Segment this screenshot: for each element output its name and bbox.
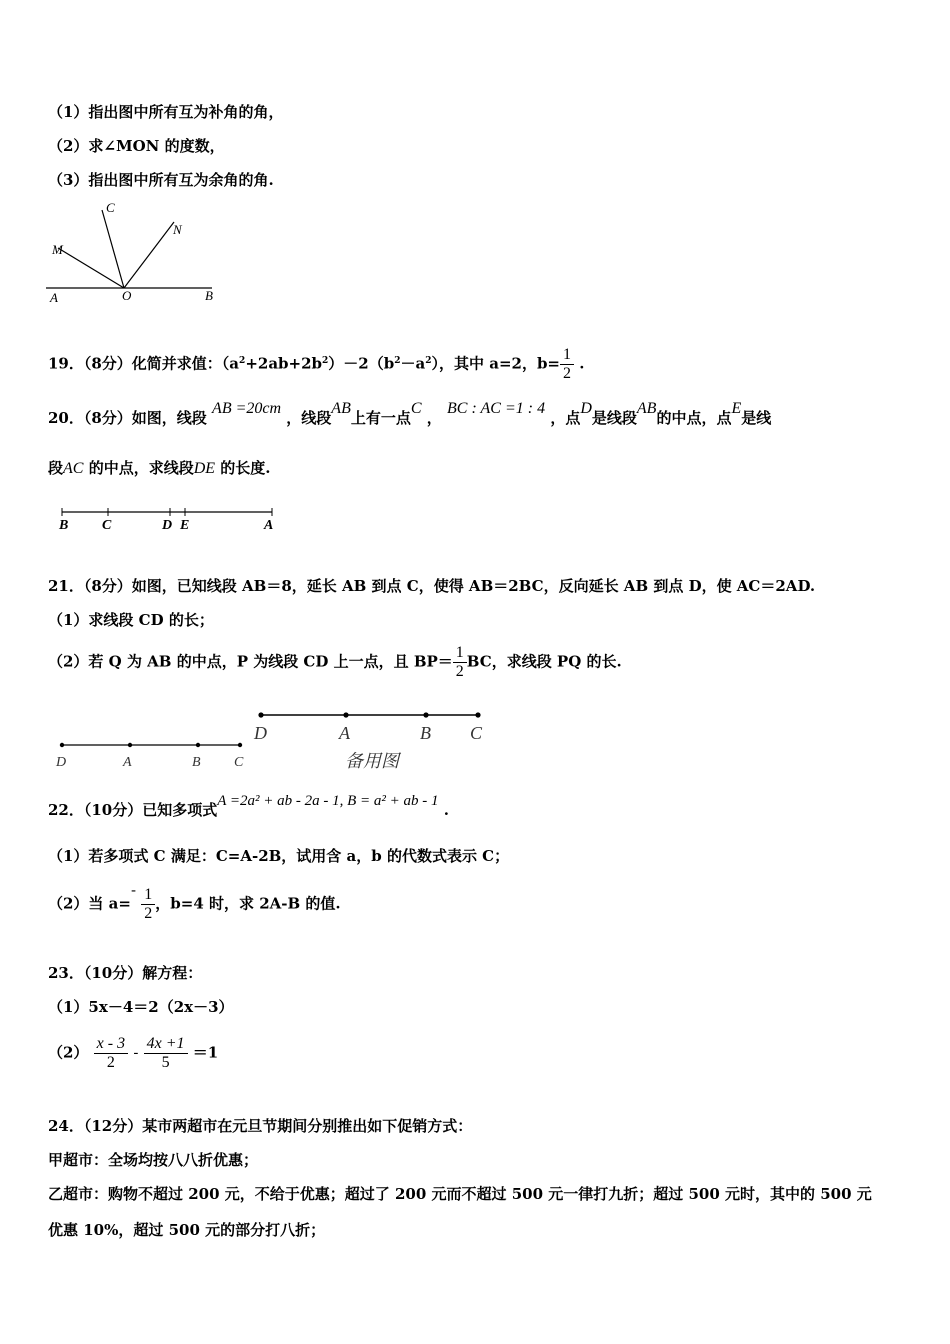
q18-part3: （3）指出图中所有互为余角的角.: [48, 171, 274, 189]
q19-prefix: 19．（8分）化简并求值：（a: [48, 354, 240, 373]
q20-text7: 的中点，点: [656, 409, 732, 427]
q23-fraction1: $\frac{x - 3}{2}$: [94, 1035, 128, 1072]
point-D-backup: [258, 712, 263, 717]
label-N: N: [173, 222, 182, 237]
q18-part2: （2）求∠MON 的度数，: [48, 137, 225, 155]
q24-yi-line2: 优惠 10%，超过 500 元的部分打八折；: [48, 1221, 326, 1239]
q20-label-D: D: [162, 518, 173, 533]
point-D: [60, 743, 64, 747]
point-B-backup: [423, 712, 428, 717]
q23-part2-label: （2）: [48, 1043, 89, 1062]
q20-math-ab: AB: [331, 400, 351, 417]
q24-title: 24．（12分）某市两超市在元旦节期间分别推出如下促销方式：: [48, 1117, 473, 1135]
q20-label-B: B: [59, 518, 69, 533]
q20-math-ac: AC: [63, 460, 84, 477]
q23-minus: -: [133, 1043, 139, 1062]
ray-ON: [124, 222, 174, 288]
q19-line: [48, 346, 584, 383]
q19-mid2: ）－2（b: [328, 354, 395, 373]
point-C-backup: [475, 712, 480, 717]
label-M: M: [52, 242, 63, 257]
q20-text1: 20．（8分）如图，线段: [48, 409, 207, 427]
q22-end: .: [443, 801, 449, 819]
q21-backup-caption: 备用图: [345, 751, 399, 772]
q22-text1: 22．（10分）已知多项式: [48, 801, 218, 819]
q20-math-e: E: [731, 400, 742, 417]
q23-fraction2: $\frac{4x +1}{5}$: [144, 1035, 188, 1072]
q20-text3: 上有一点: [350, 409, 411, 427]
q21-part2-b: BC，求线段 PQ 的长.: [466, 652, 622, 671]
q20-l2-text1: 段: [48, 459, 64, 477]
q21-fig1-label-A: A: [123, 755, 132, 770]
label-A: A: [50, 290, 58, 305]
q22-polynomials: A =2a² + ab - 2a - 1, B = a² + ab - 1: [217, 793, 439, 809]
q22-part2-a: （2）当 a=: [48, 894, 131, 913]
q21-part1: （1）求线段 CD 的长；: [48, 611, 214, 629]
q20-text8: 是线: [741, 409, 772, 427]
q22-neg-sign: -: [130, 880, 137, 899]
q20-l2-text3: 的长度.: [220, 459, 271, 477]
label-C: C: [106, 200, 115, 215]
q21-fig2-label-A: A: [339, 723, 350, 743]
q21-part2-a: （2）若 Q 为 AB 的中点，P 为线段 CD 上一点，且 BP＝: [48, 652, 453, 671]
q20-math-c: C: [410, 400, 422, 417]
q22-fraction: $\frac{1}{2}$: [141, 886, 155, 923]
q19-sup2: 2: [322, 355, 329, 366]
q22-part1: （1）若多项式 C 满足：C=A-2B，试用含 a，b 的代数式表示 C；: [48, 847, 510, 865]
q20-text2: ，线段: [286, 409, 332, 427]
q21-fig2-label-C: C: [470, 723, 483, 743]
q22-part2-b: ，b=4 时，求 2A-B 的值.: [155, 894, 341, 913]
q22-part2: [48, 880, 341, 923]
q21-fig2-label-B: B: [420, 723, 431, 743]
q23-part1: （1）5x－4＝2（2x－3）: [48, 998, 234, 1016]
q21-fig1-label-B: B: [192, 755, 201, 770]
point-A-backup: [343, 712, 348, 717]
q19-sup1: 2: [239, 355, 246, 366]
q20-line2: [48, 458, 271, 479]
q23-equals-one: ＝1: [192, 1043, 219, 1062]
point-A: [128, 743, 132, 747]
point-C: [238, 743, 242, 747]
q19-sup3: 2: [394, 355, 401, 366]
q20-math-ratio: BC : AC =1 : 4: [447, 400, 546, 417]
label-O: O: [122, 288, 132, 303]
q19-mid3: －a: [400, 354, 426, 373]
q21-part2: [48, 644, 622, 681]
q21-fig1-label-C: C: [234, 755, 244, 770]
q20-text4: ，: [426, 409, 442, 427]
q20-segment-figure: [52, 503, 282, 535]
q19-mid4: ），其中 a=2，b=: [431, 354, 561, 373]
q20-text6: 是线段: [591, 409, 637, 427]
q21-fraction: $\frac{1}{2}$: [453, 644, 467, 681]
point-B: [196, 743, 200, 747]
q24-jia: 甲超市：全场均按八八折优惠；: [48, 1151, 259, 1169]
q21-fig2-label-D: D: [254, 723, 267, 743]
q20-l2-text2: 的中点，求线段: [88, 459, 194, 477]
q19-mid1: +2ab+2b: [245, 354, 323, 373]
q20-label-A: A: [264, 518, 274, 533]
q21-figure-backup: [248, 706, 498, 774]
label-B: B: [205, 288, 213, 303]
q18-angle-figure: [40, 196, 230, 308]
q20-math-ab20: AB =20cm: [212, 400, 282, 417]
q24-yi-line1: 乙超市：购物不超过 200 元，不给于优惠；超过了 200 元而不超过 500 元一律打九折；超过 500 元时，其中的 500 元: [48, 1185, 872, 1203]
q19-fraction: $\frac{1}{2}$: [560, 346, 574, 383]
q21-figure-main: [50, 736, 250, 772]
q23-title: 23．（10分）解方程：: [48, 964, 203, 982]
q22-line1: [48, 793, 449, 821]
q19-sup4: 2: [425, 355, 432, 366]
q20-math-d: D: [580, 400, 592, 417]
q23-part2: [48, 1035, 218, 1072]
q21-line1: 21．（8分）如图，已知线段 AB＝8，延长 AB 到点 C，使得 AB＝2BC，反向延长 AB 到点 D，使 AC＝2AD.: [48, 577, 816, 595]
q20-text5: ，点: [550, 409, 581, 427]
q18-part1: （1）指出图中所有互为补角的角，: [48, 103, 284, 121]
q20-math-ab2: AB: [636, 400, 657, 417]
q21-fig1-label-D: D: [56, 755, 67, 770]
q20-label-E: E: [180, 518, 190, 533]
q20-label-C: C: [102, 518, 112, 533]
q19-end: .: [579, 354, 585, 373]
q20-math-de: DE: [193, 460, 216, 477]
q20-line1: [48, 400, 772, 429]
